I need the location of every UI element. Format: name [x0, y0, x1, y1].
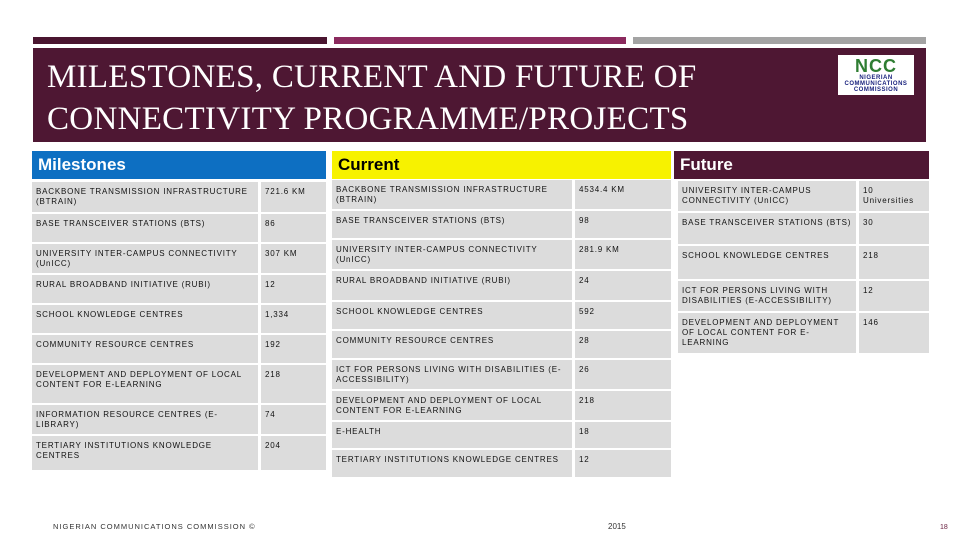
row-label: E-HEALTH — [332, 422, 572, 448]
row-value: 192 — [258, 335, 326, 363]
table-row — [332, 271, 671, 300]
top-accent-bar-2 — [334, 37, 626, 44]
row-value: 74 — [258, 405, 326, 434]
future-table — [678, 179, 929, 355]
table-row — [678, 246, 929, 279]
row-value: 307 KM — [258, 244, 326, 273]
row-label: DEVELOPMENT AND DEPLOYMENT OF LOCAL CONTENT FOR E-LEARNING — [332, 391, 572, 420]
ncc-logo — [838, 55, 914, 95]
row-value: 218 — [572, 391, 671, 420]
row-value: 721.6 KM — [258, 182, 326, 212]
table-row — [32, 305, 326, 333]
row-label: BACKBONE TRANSMISSION INFRASTRUCTURE (BTRAIN) — [32, 182, 258, 212]
row-label: ICT FOR PERSONS LIVING WITH DISABILITIES (E-ACCESSIBILITY) — [332, 360, 572, 389]
table-row — [678, 213, 929, 244]
row-label: COMMUNITY RESOURCE CENTRES — [32, 335, 258, 363]
row-value: 10 Universities — [856, 181, 929, 211]
row-value: 281.9 KM — [572, 240, 671, 269]
row-label: INFORMATION RESOURCE CENTRES (E-LIBRARY) — [32, 405, 258, 434]
table-row — [32, 214, 326, 242]
milestones-table — [32, 180, 326, 472]
row-label: ICT FOR PERSONS LIVING WITH DISABILITIES (E-ACCESSIBILITY) — [678, 281, 856, 311]
row-value: 86 — [258, 214, 326, 242]
row-value: 12 — [258, 275, 326, 303]
table-row — [332, 450, 671, 477]
row-label: UNIVERSITY INTER-CAMPUS CONNECTIVITY (UnICC) — [32, 244, 258, 273]
title-banner — [33, 48, 926, 142]
row-value: 24 — [572, 271, 671, 300]
row-label: BASE TRANSCEIVER STATIONS (BTS) — [32, 214, 258, 242]
row-label: SCHOOL KNOWLEDGE CENTRES — [332, 302, 572, 329]
row-label: RURAL BROADBAND INITIATIVE (RUBI) — [32, 275, 258, 303]
table-row — [32, 365, 326, 403]
row-label: COMMUNITY RESOURCE CENTRES — [332, 331, 572, 358]
row-label: TERTIARY INSTITUTIONS KNOWLEDGE CENTRES — [332, 450, 572, 477]
row-label: DEVELOPMENT AND DEPLOYMENT OF LOCAL CONTENT FOR E-LEARNING — [678, 313, 856, 353]
row-value: 12 — [572, 450, 671, 477]
row-label: UNIVERSITY INTER-CAMPUS CONNECTIVITY (UnICC) — [678, 181, 856, 211]
table-row — [32, 182, 326, 212]
row-label: TERTIARY INSTITUTIONS KNOWLEDGE CENTRES — [32, 436, 258, 470]
row-value: 98 — [572, 211, 671, 238]
milestones-header: Milestones — [32, 151, 326, 179]
top-accent-bar-3 — [633, 37, 926, 44]
table-row — [678, 281, 929, 311]
row-label: SCHOOL KNOWLEDGE CENTRES — [32, 305, 258, 333]
row-value: 12 — [856, 281, 929, 311]
row-label: SCHOOL KNOWLEDGE CENTRES — [678, 246, 856, 279]
row-label: BASE TRANSCEIVER STATIONS (BTS) — [678, 213, 856, 244]
row-label: DEVELOPMENT AND DEPLOYMENT OF LOCAL CONTENT FOR E-LEARNING — [32, 365, 258, 403]
table-row — [332, 360, 671, 389]
row-value: 1,334 — [258, 305, 326, 333]
row-value: 26 — [572, 360, 671, 389]
top-accent-bar-1 — [33, 37, 327, 44]
current-table — [332, 178, 671, 479]
table-row — [332, 240, 671, 269]
future-header: Future — [674, 151, 929, 179]
row-label: BASE TRANSCEIVER STATIONS (BTS) — [332, 211, 572, 238]
footer-organization: NIGERIAN COMMUNICATIONS COMMISSION © — [53, 522, 256, 531]
table-row — [332, 331, 671, 358]
row-value: 218 — [856, 246, 929, 279]
slide-title: MILESTONES, CURRENT AND FUTURE OF CONNECTIVITY PROGRAMME/PROJECTS — [47, 59, 697, 137]
table-row — [32, 335, 326, 363]
row-value: 218 — [258, 365, 326, 403]
row-value: 18 — [572, 422, 671, 448]
row-label: BACKBONE TRANSMISSION INFRASTRUCTURE (BTRAIN) — [332, 180, 572, 209]
footer-year: 2015 — [608, 522, 626, 531]
ncc-logo-text: NIGERIAN COMMUNICATIONS COMMISSION — [844, 75, 908, 93]
page-number: 18 — [940, 524, 948, 531]
table-row — [332, 391, 671, 420]
table-row — [332, 302, 671, 329]
row-value: 146 — [856, 313, 929, 353]
ncc-logo-mark: NCC — [855, 56, 897, 76]
table-row — [332, 180, 671, 209]
table-row — [32, 275, 326, 303]
current-header: Current — [332, 151, 671, 179]
table-row — [332, 422, 671, 448]
row-value: 28 — [572, 331, 671, 358]
table-row — [32, 244, 326, 273]
row-value: 592 — [572, 302, 671, 329]
row-value: 4534.4 KM — [572, 180, 671, 209]
row-label: UNIVERSITY INTER-CAMPUS CONNECTIVITY (UnICC) — [332, 240, 572, 269]
row-label: RURAL BROADBAND INITIATIVE (RUBI) — [332, 271, 572, 300]
table-row — [678, 181, 929, 211]
table-row — [32, 436, 326, 470]
row-value: 204 — [258, 436, 326, 470]
table-row — [332, 211, 671, 238]
table-row — [32, 405, 326, 434]
row-value: 30 — [856, 213, 929, 244]
table-row — [678, 313, 929, 353]
